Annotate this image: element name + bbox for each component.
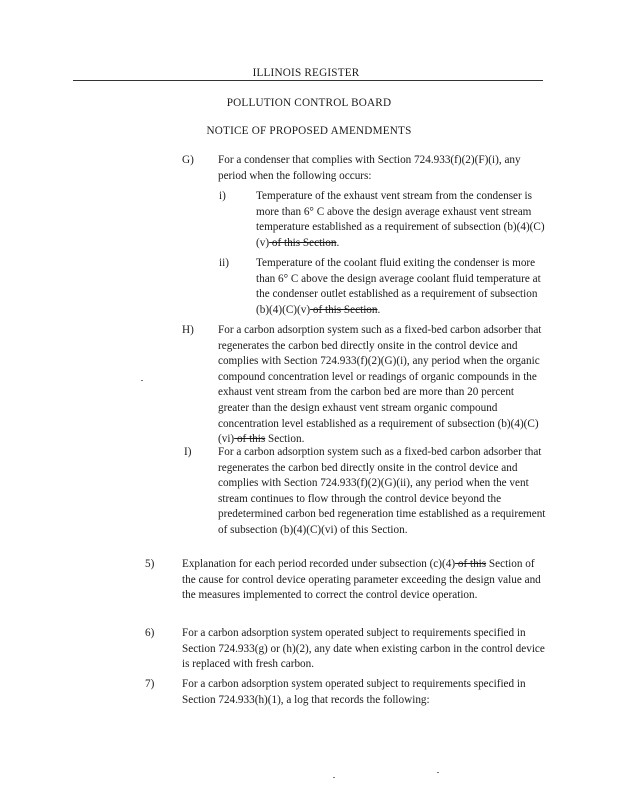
notice-title: NOTICE OF PROPOSED AMENDMENTS (206, 125, 412, 137)
item-6-text: For a carbon adsorption system operated subject to requirements specified in Section 724.933(g) or (h)(2), any date when existing carbon in the control device is replaced with fresh carbon. (182, 627, 545, 671)
item-g-ii-label: ii) (219, 257, 229, 269)
board-title: POLLUTION CONTROL BOARD (226, 97, 392, 109)
scan-speck (333, 777, 335, 778)
item-g-ii-text (256, 256, 546, 318)
item-g-ii-text-a: Temperature of the coolant fluid exiting the condenser is more than 6° C above the design average coolant fluid temperature at the condenser outlet established as a requirement of subsection (b)(4)(C)(v) (256, 257, 541, 316)
item-i-label: I) (184, 446, 192, 458)
item-h-struck: of this (234, 433, 266, 446)
item-h-label: H) (182, 324, 194, 336)
item-g-ii-struck: of this Section (310, 303, 378, 316)
item-i-text: For a carbon adsorption system such as a fixed-bed carbon adsorber that regenerates the carbon bed directly onsite in the control device and complies with Section 724.933(f)(2)(G)(ii), any period when the vent stream continues to flow through the control device beyond the predetermined carbon bed regeneration time established as a requirement of subsection (b)(4)(C)(vi) of this Section. (218, 446, 546, 536)
item-6-label: 6) (145, 627, 155, 639)
item-g-ii-text-b: . (377, 303, 381, 316)
item-7-label: 7) (145, 678, 155, 690)
item-5-label: 5) (145, 558, 155, 570)
item-5-struck: of this (455, 558, 487, 570)
register-title: ILLINOIS REGISTER (252, 67, 360, 79)
item-g-i-text-b: . (336, 236, 340, 249)
item-g-i-text (256, 189, 546, 251)
item-5-text-a: Explanation for each period recorded under subsection (c)(4) (182, 558, 456, 570)
scan-speck (141, 380, 143, 381)
item-g-i-text-a: Temperature of the exhaust vent stream from the condenser is more than 6° C above the design average exhaust vent stream temperature established as a requirement of subsection (b)(4)(C)(v) (256, 190, 545, 249)
item-5-text (182, 557, 546, 604)
item-g-i-label: i) (219, 190, 226, 202)
scan-speck (437, 772, 439, 773)
item-h-text-a: For a carbon adsorption system such as a fixed-bed carbon adsorber that regenerates the carbon bed directly onsite in the control device and complies with Section 724.933(f)(2)(G)(i), any period when the organic compound concentration level or readings of organic compounds in the exhaust vent stream from the carbon bed are more than 20 percent greater than the design exhaust vent stream organic compound concentration level established as a requirement of subsection (b)(4)(C)(vi) (218, 324, 542, 446)
item-h-text (218, 323, 546, 448)
item-5-text-b: Section of the cause for control device operating parameter exceeding the design value and the measures implemented to correct the control device operation. (182, 558, 541, 602)
header-rule (73, 80, 543, 81)
item-7-text: For a carbon adsorption system operated subject to requirements specified in Section 724.933(h)(1), a log that records the following: (182, 678, 526, 706)
item-g-text: For a condenser that complies with Section 724.933(f)(2)(F)(i), any period when the following occurs: (218, 154, 521, 182)
item-g-i-struck: of this Section (269, 236, 337, 249)
item-g-label: G) (182, 154, 194, 166)
item-h-text-b: Section. (265, 433, 305, 446)
